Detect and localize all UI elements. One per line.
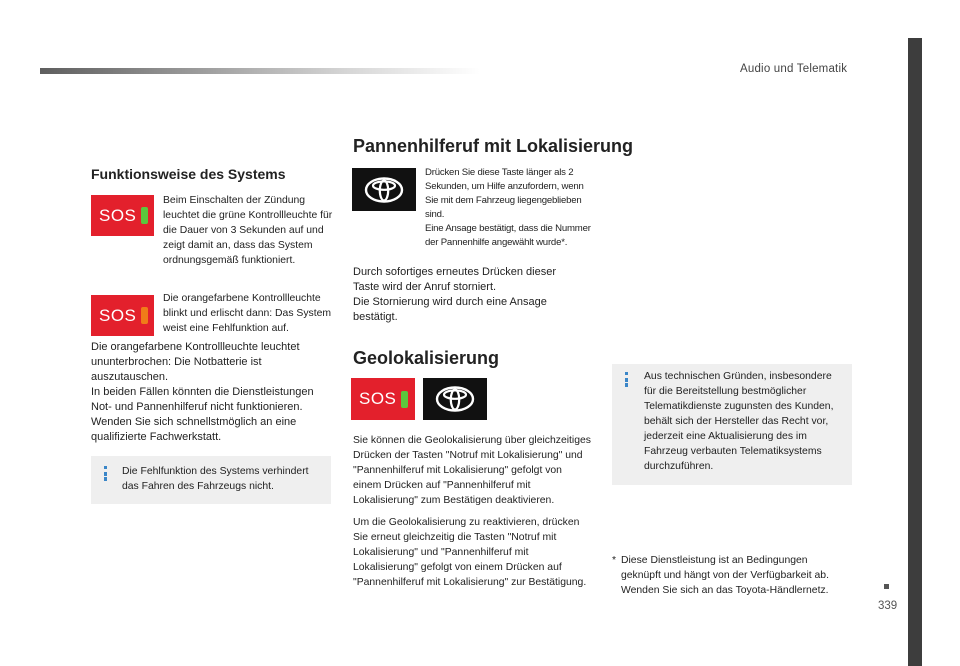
green-lamp-text: Beim Einschalten der Zündung leuchtet die grüne Kontrollleuchte für die Dauer von 3 Sekunden auf und zeigt damit an, dass das System ordnungsgemäß funktioniert. xyxy=(163,195,333,266)
green-lamp-icon xyxy=(401,391,408,408)
sos-label: SOS xyxy=(359,389,397,408)
orange-lamp-text: Die orangefarbene Kontrollleuchte blinkt und erlischt dann: Das System weist eine Fehlfunktion auf. xyxy=(163,293,332,334)
note-text-left: Die Fehlfunktion des Systems verhindert das Fahren des Fahrzeugs nicht. xyxy=(122,466,309,492)
toyota-logo-icon xyxy=(364,177,404,203)
sos-button-geo xyxy=(351,378,415,420)
page-marker xyxy=(884,584,889,589)
toyota-assistance-button-geo xyxy=(423,378,487,420)
info-icon xyxy=(104,466,107,483)
assistance-button-text: Drücken Sie diese Taste länger als 2 Sekunden, um Hilfe anzufordern, wenn Sie mit dem Fahrzeug liegengeblieben sind. Eine Ansage bestätigt, dass die Nummer der Pannenhilfe angewählt wurde*. xyxy=(425,167,591,248)
heading-funktionsweise: Funktionsweise des Systems xyxy=(91,166,286,182)
section-title: Audio und Telematik xyxy=(740,63,848,75)
battery-text: Die orangefarbene Kontrollleuchte leuchtet ununterbrochen: Die Notbatterie ist auszutauschen. In beiden Fällen könnten die Dienstleistungen Not- und Pannenhilferuf nicht funktionieren. Wenden Sie sich schnellstmöglich an eine qualifizierte Fachwerkstatt. xyxy=(91,341,314,443)
side-tab-bar xyxy=(908,38,922,666)
info-icon xyxy=(625,372,628,389)
header-gradient-bar xyxy=(40,68,480,74)
green-lamp-icon xyxy=(141,207,148,224)
sos-button-green xyxy=(91,195,154,236)
toyota-assistance-button xyxy=(352,168,416,211)
toyota-logo-icon xyxy=(435,386,475,412)
geo-deactivate-text: Sie können die Geolokalisierung über gleichzeitiges Drücken der Tasten "Notruf mit Lokalisierung" und "Pannenhilferuf mit Lokalisierung" gefolgt von einem Drücken auf "Pannenhilferuf mit Lokalisierung" zum Bestätigen deaktivieren. xyxy=(353,435,591,506)
sos-button-orange xyxy=(91,295,154,336)
page-number: 339 xyxy=(878,600,898,612)
sos-label: SOS xyxy=(99,305,137,325)
orange-lamp-icon xyxy=(141,307,148,324)
geo-reactivate-text: Um die Geolokalisierung zu reaktivieren, drücken Sie erneut gleichzeitig die Tasten "Notruf mit Lokalisierung" und "Pannenhilferuf mit Lokalisierung" gefolgt von einem Drücken auf "Pannenhilferuf mit Lokalisierung" zur Bestätigung. xyxy=(353,517,587,588)
note-box-right xyxy=(612,364,852,485)
footnote-star: * xyxy=(612,555,617,566)
note-box-left xyxy=(91,456,331,504)
cancel-text: Durch sofortiges erneutes Drücken dieser Taste wird der Anruf storniert. Die Stornierung wird durch eine Ansage bestätigt. xyxy=(353,266,556,323)
note-text-right: Aus technischen Gründen, insbesondere für die Bereitstellung bestmöglicher Telematikdienste zugunsten des Kunden, behält sich der Hersteller das Recht vor, jederzeit eine Aktualisierung des im Fahrzeug verbauten Telematiksystems durchzuführen. xyxy=(644,371,834,472)
heading-geolokalisierung: Geolokalisierung xyxy=(353,348,500,368)
footnote-text: Diese Dienstleistung ist an Bedingungen geknüpft und hängt von der Verfügbarkeit ab. Wenden Sie sich an das Toyota-Händlernetz. xyxy=(621,555,829,596)
sos-label: SOS xyxy=(99,205,137,225)
heading-pannenhilferuf: Pannenhilferuf mit Lokalisierung xyxy=(353,136,634,156)
